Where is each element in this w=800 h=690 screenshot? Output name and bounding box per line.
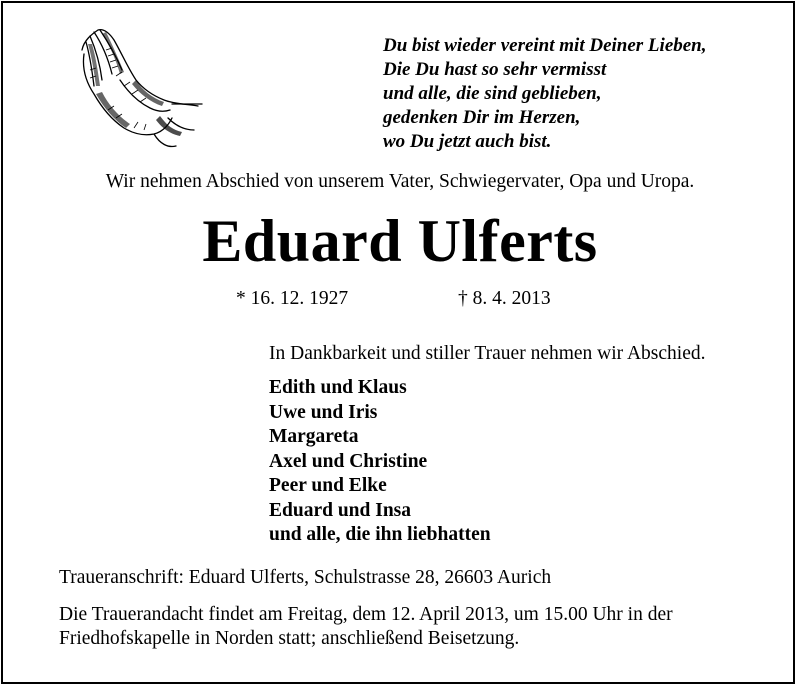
poem-line: Die Du hast so sehr vermisst bbox=[383, 59, 607, 80]
intro-text: Wir nehmen Abschied von unserem Vater, Schwiegervater, Opa und Uropa. bbox=[105, 171, 695, 192]
deceased-name: Eduard Ulferts bbox=[202, 208, 598, 274]
birth-date: * 16. 12. 1927 bbox=[236, 288, 349, 309]
thanks-text: In Dankbarkeit und stiller Trauer nehmen wir Abschied. bbox=[269, 343, 706, 364]
mourner-entry: Edith und Klaus bbox=[269, 377, 407, 398]
mourner-entry: Uwe und Iris bbox=[269, 401, 378, 423]
mourner-entry: Axel und Christine bbox=[269, 450, 428, 472]
service-info bbox=[59, 603, 673, 651]
mourner-entry: Peer und Elke bbox=[269, 475, 387, 496]
mourner-entry: Eduard und Insa bbox=[269, 499, 412, 521]
poem-line: wo Du jetzt auch bist. bbox=[383, 131, 552, 152]
poem-line: und alle, die sind geblieben, bbox=[383, 83, 602, 104]
poem-line: Du bist wieder vereint mit Deiner Lieben, bbox=[383, 35, 707, 56]
mourners-list bbox=[269, 376, 491, 548]
poem-line: gedenken Dir im Herzen, bbox=[383, 107, 581, 128]
service-line: Die Trauerandacht findet am Freitag, dem 12. April 2013, um 15.00 Uhr in der bbox=[59, 604, 673, 625]
death-date: † 8. 4. 2013 bbox=[458, 288, 551, 309]
mourner-entry: Margareta bbox=[269, 426, 359, 447]
mourning-address: Traueranschrift: Eduard Ulferts, Schulstrasse 28, 26603 Aurich bbox=[59, 567, 552, 588]
service-line: Friedhofskapelle in Norden statt; anschließend Beisetzung. bbox=[59, 628, 520, 649]
praying-hands-icon bbox=[72, 20, 206, 152]
poem bbox=[383, 34, 707, 154]
mourner-entry: und alle, die ihn liebhatten bbox=[269, 524, 491, 545]
